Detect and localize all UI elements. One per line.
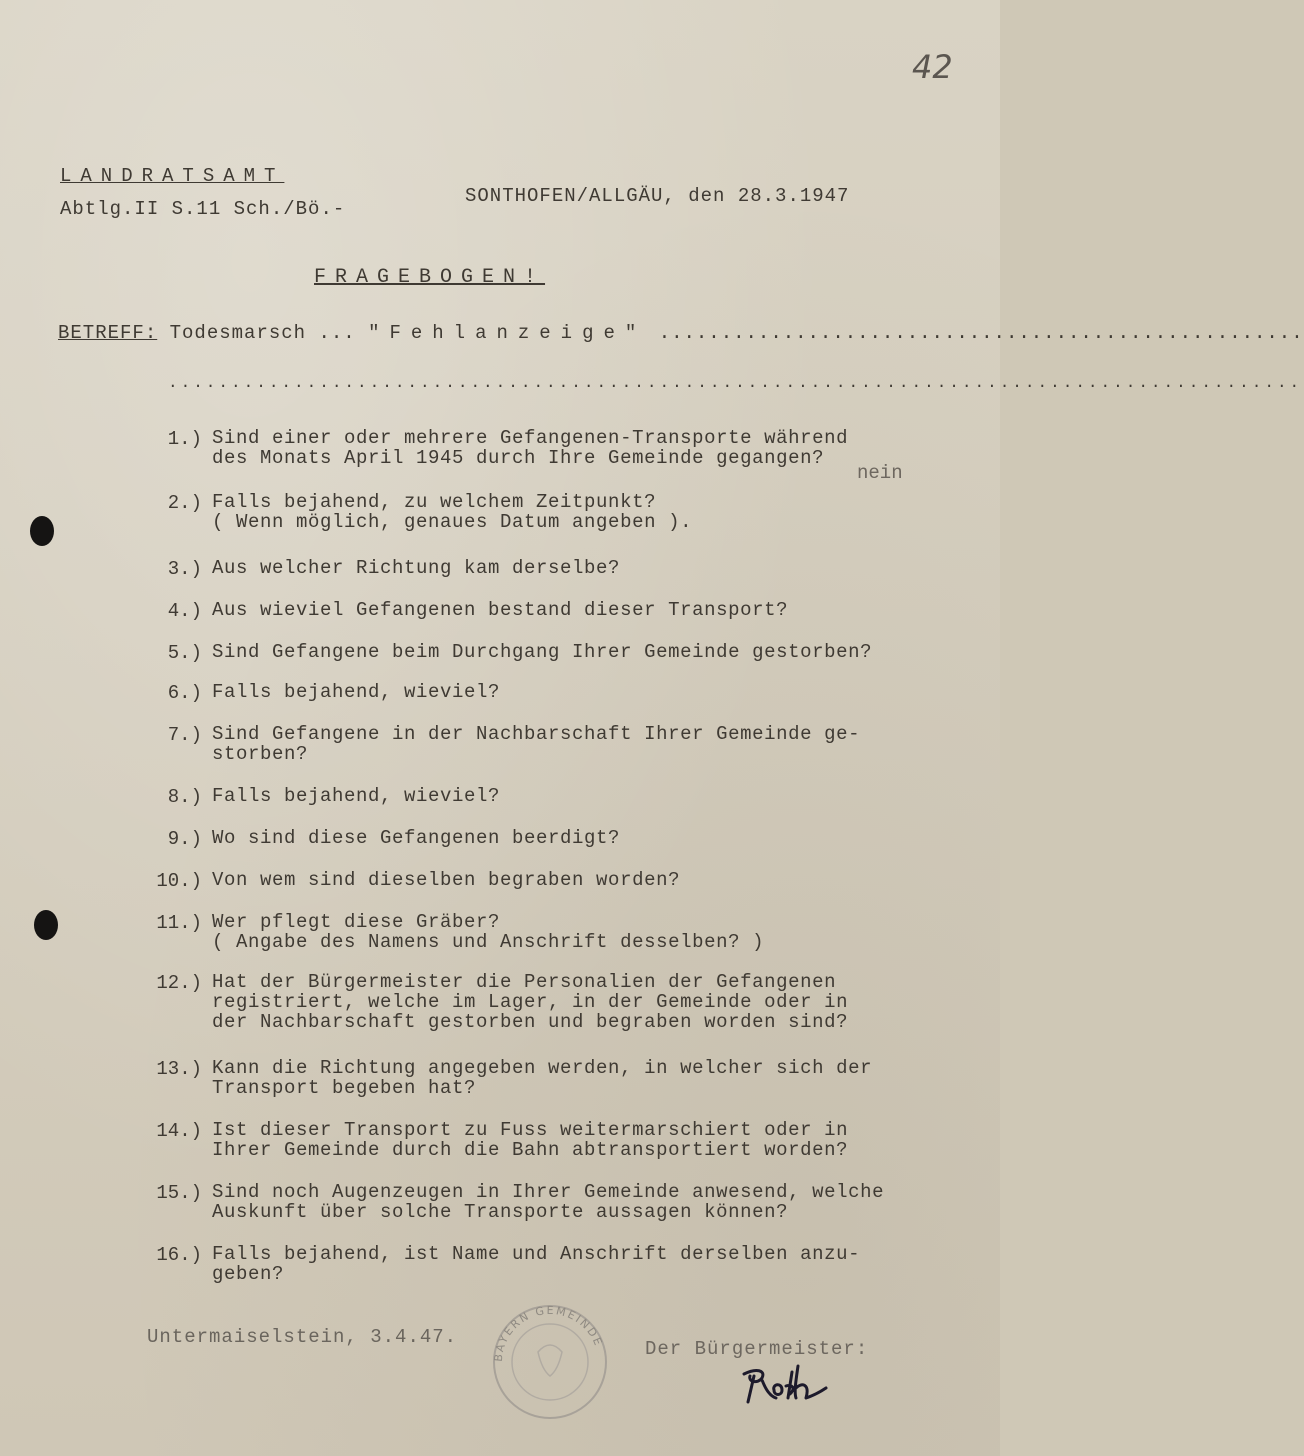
document-title: FRAGEBOGEN! [314, 266, 546, 289]
signer-title: Der Bürgermeister: [645, 1338, 869, 1360]
stamp-text: BAYERN GEMEINDE [491, 1303, 606, 1363]
question-text: Falls bejahend, wieviel? [212, 681, 501, 703]
question-text: Falls bejahend, wieviel? [212, 785, 501, 807]
question-text: Falls bejahend, ist Name und Anschrift derselben anzu- geben? [212, 1243, 861, 1285]
punch-hole [34, 910, 58, 940]
question-text: Von wem sind dieselben begraben worden? [212, 869, 681, 891]
question-text: Kann die Richtung angegeben werden, in welcher sich der Transport begeben hat? [212, 1057, 873, 1099]
official-stamp [480, 1300, 620, 1420]
question-number: 3.) [167, 558, 202, 580]
subject-line [58, 322, 1304, 344]
subject-answer: "Fehlanzeige" [368, 322, 647, 344]
question-number: 7.) [167, 724, 202, 746]
question-number: 16.) [156, 1244, 202, 1266]
subject-text: Todesmarsch ... [169, 322, 356, 344]
question-text: Wer pflegt diese Gräber? ( Angabe des Namens und Anschrift desselben? ) [212, 911, 765, 953]
stamp-emblem [538, 1345, 562, 1376]
question-number: 14.) [156, 1120, 202, 1142]
stamp-inner-ring [512, 1324, 588, 1400]
dotted-line: .......................................................................................... [168, 374, 1303, 392]
question-number: 8.) [167, 786, 202, 808]
question-text: Falls bejahend, zu welchem Zeitpunkt? ( Wenn möglich, genaues Datum angeben ). [212, 491, 693, 533]
question-number: 10.) [156, 870, 202, 892]
question-text: Hat der Bürgermeister die Personalien der Gefangenen registriert, welche im Lager, in der Gemeinde oder in der Nachbarschaft gestorben und begraben worden sind? [212, 971, 849, 1033]
footer-place-date: Untermaiselstein, 3.4.47. [147, 1326, 458, 1348]
question-text: Sind Gefangene beim Durchgang Ihrer Gemeinde gestorben? [212, 641, 873, 663]
question-number: 12.) [156, 972, 202, 994]
punch-hole [30, 516, 54, 546]
place-date: SONTHOFEN/ALLGÄU, den 28.3.1947 [465, 185, 850, 207]
answer-q1: nein [857, 462, 903, 484]
page-number: 42 [912, 48, 953, 86]
question-text: Aus wieviel Gefangenen bestand dieser Transport? [212, 599, 789, 621]
question-number: 4.) [167, 600, 202, 622]
question-number: 6.) [167, 682, 202, 704]
question-number: 15.) [156, 1182, 202, 1204]
question-number: 5.) [167, 642, 202, 664]
question-number: 13.) [156, 1058, 202, 1080]
question-text: Sind Gefangene in der Nachbarschaft Ihrer Gemeinde ge- storben? [212, 723, 861, 765]
question-number: 9.) [167, 828, 202, 850]
question-text: Ist dieser Transport zu Fuss weitermarschiert oder in Ihrer Gemeinde durch die Bahn abtransportiert worden? [212, 1119, 849, 1161]
department-reference: Abtlg.II S.11 Sch./Bö.- [60, 198, 346, 220]
question-number: 2.) [167, 492, 202, 514]
question-text: Sind noch Augenzeugen in Ihrer Gemeinde anwesend, welche Auskunft über solche Transporte aussagen können? [212, 1181, 885, 1223]
question-text: Aus welcher Richtung kam derselbe? [212, 557, 621, 579]
handwritten-signature [740, 1362, 830, 1406]
office-name: LANDRATSAMT [60, 165, 285, 187]
question-text: Wo sind diese Gefangenen beerdigt? [212, 827, 621, 849]
question-number: 1.) [167, 428, 202, 450]
subject-label: BETREFF: [58, 322, 158, 344]
question-text: Sind einer oder mehrere Gefangenen-Transporte während des Monats April 1945 durch Ihre Gemeinde gegangen? [212, 427, 849, 469]
question-number: 11.) [156, 912, 202, 934]
dotted-leader: .................................................... [658, 322, 1304, 344]
